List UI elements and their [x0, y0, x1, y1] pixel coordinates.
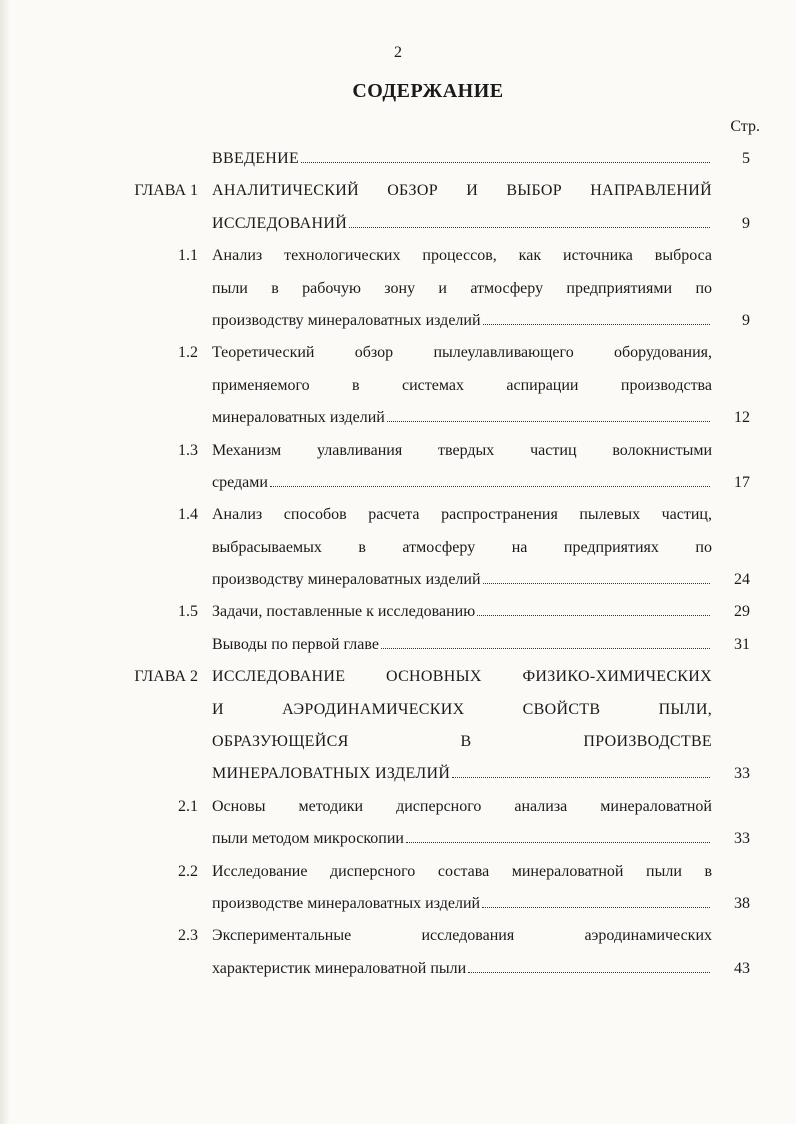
toc-entry-line: производстве минераловатных изделий	[212, 894, 481, 912]
dot-leader	[381, 648, 710, 649]
toc-entry-line: средами	[212, 473, 268, 491]
dot-leader	[452, 777, 710, 778]
toc-entry-label: 1.3	[178, 441, 198, 459]
toc-entry-line: Исследование дисперсного состава минераловатной пыли в	[212, 862, 712, 880]
toc-entry-label: 2.1	[178, 797, 198, 815]
dot-leader	[406, 842, 710, 843]
toc-entry	[0, 596, 796, 628]
toc-entry-page: 33	[734, 765, 750, 783]
toc-entry-page: 5	[742, 149, 750, 167]
toc-entry-label: ГЛАВА 1	[134, 182, 198, 200]
toc-entry-line: производству минераловатных изделий	[212, 311, 481, 329]
page-title: СОДЕРЖАНИЕ	[352, 80, 504, 102]
page-number: 2	[394, 44, 402, 61]
toc-entry-page: 38	[734, 894, 750, 912]
dot-leader	[482, 907, 710, 908]
toc-entry-text	[212, 175, 712, 240]
toc-entry-line: применяемого в системах аспирации производства	[212, 376, 712, 394]
toc-entry-page: 43	[734, 959, 750, 977]
toc-entry-label: 2.2	[178, 862, 198, 880]
toc-entry-label: 1.2	[178, 344, 198, 362]
toc-entry-text	[212, 435, 712, 500]
toc-entry	[0, 629, 796, 661]
toc-entry-line: ИССЛЕДОВАНИЕ ОСНОВНЫХ ФИЗИКО-ХИМИЧЕСКИХ	[212, 668, 712, 686]
toc-entry-line: Выводы по первой главе	[212, 635, 379, 653]
toc-entry-text	[212, 856, 712, 921]
toc-entry-line: пыли в рабочую зону и атмосферу предприятиями по	[212, 279, 712, 297]
toc-entry-text	[212, 337, 712, 434]
toc-entry-line: Теоретический обзор пылеулавливающего оборудования,	[212, 344, 712, 362]
dot-leader	[387, 421, 710, 422]
toc-entry	[0, 791, 796, 856]
toc-entry-text	[212, 791, 712, 856]
toc-entry-line: Анализ способов расчета распространения пылевых частиц,	[212, 506, 712, 524]
toc-entry-page: 12	[734, 409, 750, 427]
toc-entry-page: 33	[734, 830, 750, 848]
toc-entry-text	[212, 661, 712, 791]
toc-entry-text	[212, 143, 712, 175]
toc-entry-line: МИНЕРАЛОВАТНЫХ ИЗДЕЛИЙ	[212, 765, 451, 783]
toc-entry-line: ИССЛЕДОВАНИЙ	[212, 214, 348, 232]
toc-entry-line: Основы методики дисперсного анализа минераловатной	[212, 797, 712, 815]
toc-entry-line: ОБРАЗУЮЩЕЙСЯ В ПРОИЗВОДСТВЕ	[212, 733, 712, 751]
toc-entry-line: И АЭРОДИНАМИЧЕСКИХ СВОЙСТВ ПЫЛИ,	[212, 700, 712, 718]
toc-entry-text	[212, 240, 712, 337]
toc-entry-line: пыли методом микроскопии	[212, 830, 404, 848]
toc-entry-page: 9	[742, 214, 750, 232]
toc-entry-page: 24	[734, 571, 750, 589]
toc-entry-line: минераловатных изделий	[212, 409, 385, 427]
dot-leader	[483, 324, 710, 325]
toc-entry	[0, 920, 796, 985]
toc-entry-text	[212, 920, 712, 985]
toc-entry-line: выбрасываемых в атмосферу на предприятиях по	[212, 538, 712, 556]
toc-entry	[0, 240, 796, 337]
toc-entry-text	[212, 499, 712, 596]
toc-entry-line: характеристик минераловатной пыли	[212, 959, 467, 977]
toc-entry-line: Механизм улавливания твердых частиц волокнистыми	[212, 441, 712, 459]
toc-entry-line: Задачи, поставленные к исследованию	[212, 603, 476, 621]
dot-leader	[270, 486, 710, 487]
toc-entry-page: 9	[742, 311, 750, 329]
toc-entry-page: 29	[734, 603, 750, 621]
toc-entry	[0, 143, 796, 175]
toc-entry-label: 2.3	[178, 927, 198, 945]
toc-entry	[0, 856, 796, 921]
toc-entry-label: ГЛАВА 2	[134, 668, 198, 686]
toc-entry-label: 1.4	[178, 506, 198, 524]
toc-entry-text	[212, 596, 712, 628]
toc-entry	[0, 175, 796, 240]
dot-leader	[483, 583, 710, 584]
toc-entry-line: ВВЕДЕНИЕ	[212, 150, 300, 167]
toc-entry	[0, 435, 796, 500]
dot-leader	[301, 162, 710, 163]
table-of-contents	[0, 143, 796, 985]
dot-leader	[349, 227, 710, 228]
toc-entry-text	[212, 629, 712, 661]
toc-entry-label: 1.1	[178, 247, 198, 265]
toc-entry-line: АНАЛИТИЧЕСКИЙ ОБЗОР И ВЫБОР НАПРАВЛЕНИЙ	[212, 182, 712, 200]
toc-entry-line: Анализ технологических процессов, как источника выброса	[212, 247, 712, 265]
toc-entry-line: Экспериментальные исследования аэродинамических	[212, 927, 712, 945]
toc-entry-label: 1.5	[178, 603, 198, 621]
toc-entry-page: 17	[734, 473, 750, 491]
toc-entry	[0, 661, 796, 791]
dot-leader	[477, 615, 710, 616]
toc-entry	[0, 337, 796, 434]
toc-entry-page: 31	[734, 635, 750, 653]
toc-entry	[0, 499, 796, 596]
toc-entry-line: производству минераловатных изделий	[212, 571, 481, 589]
page-column-label: Стр.	[730, 118, 760, 135]
dot-leader	[468, 972, 710, 973]
